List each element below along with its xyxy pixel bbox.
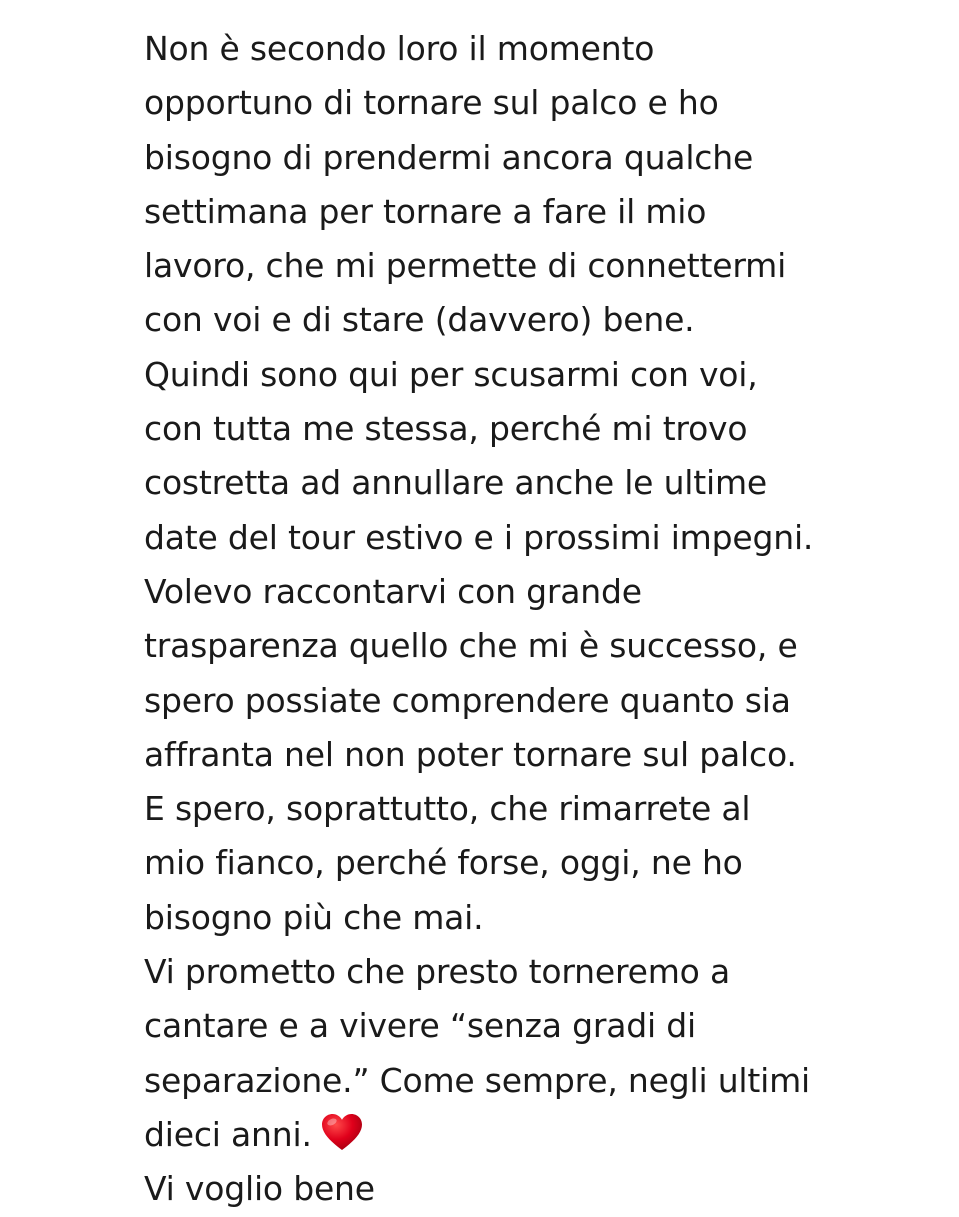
note-line-20: separazione.” Come sempre, negli ultimi — [144, 1060, 811, 1100]
note-line-19: cantare e a vivere “senza gradi di — [144, 1006, 696, 1046]
note-line-21 — [144, 1108, 944, 1162]
note-line-9: costretta ad annullare anche le ultime — [144, 463, 768, 503]
note-line-13: spero possiate comprendere quanto sia — [144, 680, 791, 720]
note-line-22: Vi voglio bene — [144, 1169, 375, 1209]
note-line-15: E spero, soprattutto, che rimarrete al — [144, 789, 751, 829]
note-line-6: con voi e di stare (davvero) bene. — [144, 300, 695, 340]
note-line-2: opportuno di tornare sul palco e ho — [144, 83, 719, 123]
note-line-16: mio fianco, perché forse, oggi, ne ho — [144, 843, 743, 883]
note-line-21-text: dieci anni. — [144, 1114, 312, 1154]
note-line-7: Quindi sono qui per scusarmi con voi, — [144, 354, 758, 394]
note-line-17: bisogno più che mai. — [144, 897, 484, 937]
note-line-12: trasparenza quello che mi è successo, e — [144, 626, 798, 666]
note-line-10: date del tour estivo e i prossimi impegni. — [144, 517, 814, 557]
note-line-18: Vi prometto che presto torneremo a — [144, 952, 730, 992]
note-line-14: affranta nel non poter tornare sul palco. — [144, 734, 797, 774]
note-line-4: settimana per tornare a fare il mio — [144, 191, 707, 231]
note-line-11: Volevo raccontarvi con grande — [144, 571, 642, 611]
note-line-1: Non è secondo loro il momento — [144, 29, 655, 68]
note-line-8: con tutta me stessa, perché mi trovo — [144, 409, 748, 449]
note-line-5: lavoro, che mi permette di connettermi — [144, 246, 787, 286]
note-line-3: bisogno di prendermi ancora qualche — [144, 137, 754, 177]
note-body — [144, 22, 944, 1217]
red-heart-icon — [320, 1112, 364, 1152]
